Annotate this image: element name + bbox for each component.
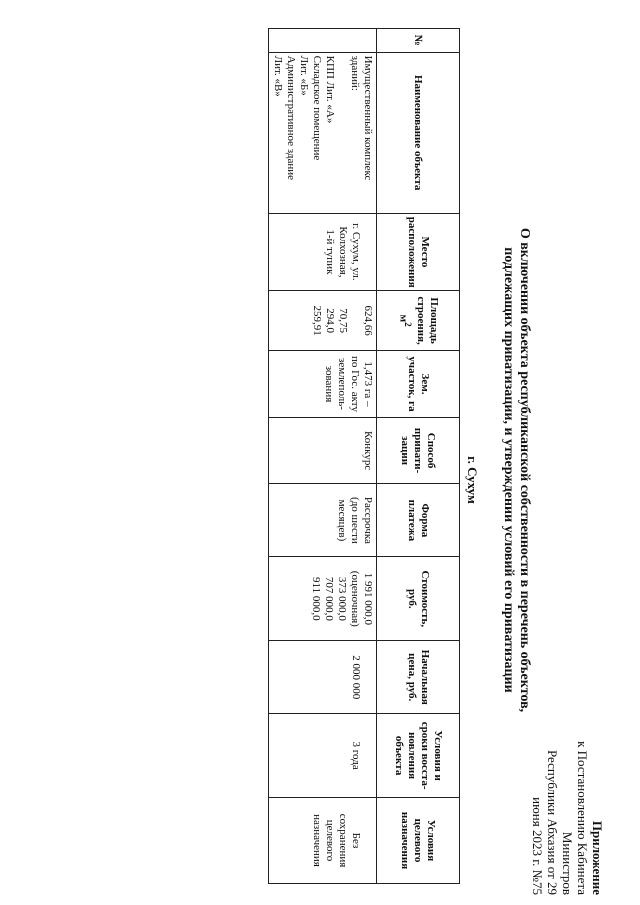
header-start-price: Начальная цена, руб. bbox=[377, 641, 460, 714]
land-line: зования bbox=[323, 365, 335, 403]
location-line: 1-й тупик bbox=[324, 229, 336, 275]
annex-line-2: Республики Абхазия от 29 июня 2023 г. №75 bbox=[530, 750, 560, 895]
header-location: Место расположения bbox=[377, 213, 460, 290]
location-line: г. Сухум, ул. bbox=[350, 223, 362, 281]
start-price-spacer bbox=[362, 644, 374, 710]
annex-block bbox=[530, 735, 605, 895]
purpose-line: целевого bbox=[324, 819, 336, 862]
area-value: 294,0 bbox=[324, 308, 336, 333]
cost-value: 373 000,0 bbox=[336, 576, 348, 621]
cell-land bbox=[269, 351, 377, 418]
header-payment: Форма платежа bbox=[377, 484, 460, 557]
header-restore-terms: Условия и сроки восста-новления объекта bbox=[377, 714, 460, 798]
document-title bbox=[500, 180, 532, 760]
area-spacer bbox=[349, 294, 361, 347]
payment-line: месяцев) bbox=[336, 499, 348, 542]
city-heading: г. Сухум bbox=[465, 456, 480, 504]
land-line: землеполь- bbox=[336, 358, 348, 410]
restore-spacer bbox=[362, 717, 374, 794]
cost-value: 911 000,0 bbox=[310, 577, 322, 621]
name-spacer bbox=[336, 56, 348, 210]
header-purpose-terms: Условия целевого назначения bbox=[377, 798, 460, 884]
cost-value: 707 000,0 bbox=[323, 576, 335, 621]
header-area bbox=[377, 291, 460, 351]
name-line: КПП Лит. «А» bbox=[324, 55, 336, 124]
privatization-table bbox=[268, 28, 460, 884]
header-area-text: Площадь строения, м bbox=[397, 296, 440, 345]
location-line: Колхозная, bbox=[337, 226, 349, 278]
purpose-spacer bbox=[362, 801, 374, 880]
name-line: зданий: bbox=[349, 55, 361, 91]
location-spacer bbox=[362, 217, 374, 287]
area-value: 624,66 bbox=[362, 305, 374, 336]
payment-line: Рассрочка bbox=[362, 496, 374, 544]
header-land: Зем. участок, га bbox=[377, 351, 460, 418]
name-line: Лит. «Б» bbox=[298, 55, 310, 96]
cell-payment bbox=[269, 484, 377, 557]
cell-name bbox=[269, 52, 377, 213]
cost-value: 1 991 000,0 bbox=[362, 572, 374, 625]
purpose-line: назначения bbox=[311, 814, 323, 867]
cell-num bbox=[269, 29, 377, 53]
name-line: Административное здание bbox=[285, 55, 297, 181]
header-area-sup: 2 bbox=[402, 322, 413, 327]
cell-purpose-terms bbox=[269, 798, 377, 884]
header-cost: Стоимость, руб. bbox=[377, 557, 460, 641]
name-line: Имущественный комплекс bbox=[362, 55, 374, 181]
name-line: Складское помещение bbox=[311, 55, 323, 161]
restore-terms-value: 3 года bbox=[350, 741, 362, 770]
land-line: по Гос. акту bbox=[349, 356, 361, 412]
cell-location bbox=[269, 213, 377, 290]
purpose-line: сохранения bbox=[337, 813, 349, 868]
payment-line: (до шести bbox=[349, 497, 361, 544]
annex-line-1: к Постановлению Кабинета Министров bbox=[560, 741, 590, 895]
table-header-row bbox=[377, 29, 460, 884]
header-method: Способ привати-зации bbox=[377, 417, 460, 484]
cell-area bbox=[269, 291, 377, 351]
purpose-line: Без bbox=[350, 832, 362, 849]
header-num: № bbox=[377, 29, 460, 53]
cell-start-price bbox=[269, 641, 377, 714]
cell-cost bbox=[269, 557, 377, 641]
annex-title: Приложение bbox=[590, 820, 605, 895]
document-title-line-2: подлежащих приватизации, и утверждении условий его приватизации bbox=[501, 247, 516, 693]
header-name: Наименование объекта bbox=[377, 52, 460, 213]
area-value: 259,91 bbox=[311, 305, 323, 336]
cell-restore-terms bbox=[269, 714, 377, 798]
cost-note: (оценочная) bbox=[349, 570, 361, 627]
document-title-line-1: О включении объекта республиканской собственности в перечень объектов, bbox=[517, 227, 532, 713]
start-price-value: 2 000 000 bbox=[350, 655, 362, 700]
name-line: Лит. «В» bbox=[272, 55, 284, 97]
cell-method: Конкурс bbox=[269, 417, 377, 484]
area-value: 70,75 bbox=[337, 308, 349, 333]
land-line: 1,473 га – bbox=[362, 361, 374, 407]
table-row bbox=[269, 29, 377, 884]
